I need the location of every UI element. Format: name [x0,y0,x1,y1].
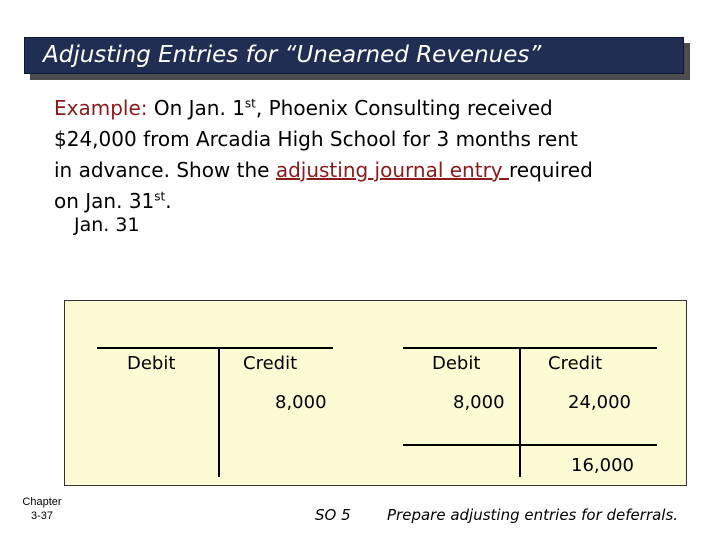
right-t-account-top-line [403,347,657,349]
example-text-3b: required [508,158,593,182]
example-line-1 [54,93,694,124]
left-t-account-divider [218,347,220,477]
left-debit-header: Debit [127,353,176,374]
slide-title: Adjusting Entries for “Unearned Revenues” [43,42,542,68]
example-text-4a: on Jan. 31 [54,189,155,213]
chapter-text: Chapter [22,496,62,508]
example-text-1b: , Phoenix Consulting received [255,96,553,120]
t-account-panel [64,300,687,486]
example-line-4 [54,186,694,217]
right-t-account-total-line [403,444,657,446]
study-objective-number: SO 5 [315,506,351,524]
right-credit-header: Credit [548,353,603,374]
example-line-3 [54,155,694,186]
sup-st-1: st [244,96,256,111]
left-t-account-top-line [97,347,333,349]
example-label: Example: [54,96,148,120]
right-debit-entry: 8,000 [453,392,505,413]
example-text-4b: . [165,189,172,213]
adjusting-entry-emphasis: adjusting journal entry [275,158,509,182]
right-t-account-divider [519,347,521,477]
chapter-label [14,495,70,523]
title-bar [24,37,684,74]
example-text-3a: in advance. Show the [54,158,276,182]
study-objective-text: Prepare adjusting entries for deferrals. [387,506,679,524]
entry-date: Jan. 31 [74,214,140,236]
left-credit-header: Credit [243,353,298,374]
right-credit-entry: 24,000 [568,392,631,413]
page-number: 3-37 [30,510,54,522]
left-credit-entry: 8,000 [275,392,327,413]
example-text [54,93,694,217]
example-line-2: $24,000 from Arcadia High School for 3 months rent [54,127,578,151]
right-debit-header: Debit [432,353,481,374]
example-text-1a: On Jan. 1 [147,96,245,120]
sup-st-2: st [154,189,166,204]
right-credit-balance: 16,000 [571,455,634,476]
